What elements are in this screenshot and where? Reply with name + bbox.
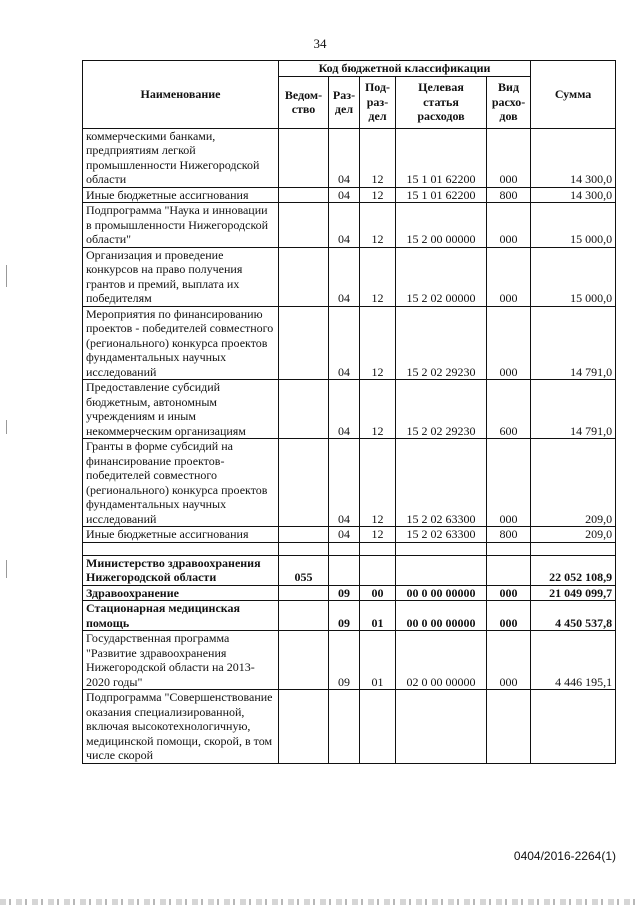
table-row — [83, 690, 616, 764]
cell-ved — [279, 631, 329, 690]
table-row — [83, 247, 616, 306]
cell-razd — [329, 542, 360, 555]
cell-expense-type — [487, 690, 531, 764]
scan-artifact — [6, 560, 7, 578]
document-code: 0404/2016-2264(1) — [513, 849, 616, 863]
cell-ved — [279, 601, 329, 631]
cell-razd: 04 — [329, 380, 360, 439]
table-row — [83, 585, 616, 601]
cell-sum: 14 300,0 — [531, 128, 616, 187]
cell-ved — [279, 527, 329, 543]
cell-razd: 04 — [329, 439, 360, 527]
cell-target-article: 00 0 00 00000 — [396, 585, 487, 601]
cell-expense-type: 000 — [487, 203, 531, 248]
header-name: Наименование — [83, 61, 279, 129]
header-cs: Целевая статья расходов — [396, 76, 487, 128]
cell-target-article: 15 2 02 63300 — [396, 527, 487, 543]
cell-sum: 14 300,0 — [531, 187, 616, 203]
cell-expense-type: 600 — [487, 380, 531, 439]
cell-sum: 209,0 — [531, 439, 616, 527]
cell-razd — [329, 555, 360, 585]
header-razd: Раз-дел — [329, 76, 360, 128]
cell-razd: 09 — [329, 585, 360, 601]
cell-podr: 12 — [360, 306, 396, 380]
cell-podr — [360, 542, 396, 555]
cell-podr: 00 — [360, 585, 396, 601]
cell-ved — [279, 247, 329, 306]
cell-expense-type: 000 — [487, 631, 531, 690]
cell-podr: 12 — [360, 380, 396, 439]
cell-sum — [531, 690, 616, 764]
cell-sum: 21 049 099,7 — [531, 585, 616, 601]
cell-target-article: 15 2 02 29230 — [396, 306, 487, 380]
cell-name: Гранты в форме субсидий на финансирование проектов-победителей совместного (регионального) конкурса проектов фундаментальных научных исследований — [83, 439, 279, 527]
cell-name: Иные бюджетные ассигнования — [83, 187, 279, 203]
cell-podr: 12 — [360, 203, 396, 248]
cell-razd: 09 — [329, 601, 360, 631]
header-podr: Под-раз-дел — [360, 76, 396, 128]
cell-name: Организация и проведение конкурсов на право получения грантов и премий, выплата их победителям — [83, 247, 279, 306]
cell-ved — [279, 542, 329, 555]
cell-expense-type — [487, 555, 531, 585]
table-body — [83, 128, 616, 763]
cell-ved — [279, 203, 329, 248]
cell-target-article: 15 2 02 63300 — [396, 439, 487, 527]
cell-sum: 14 791,0 — [531, 380, 616, 439]
cell-name: Министерство здравоохранения Нижегородской области — [83, 555, 279, 585]
cell-razd: 04 — [329, 527, 360, 543]
cell-podr: 12 — [360, 187, 396, 203]
cell-name: Подпрограмма "Совершенствование оказания специализированной, включая высокотехнологичную, медицинской помощи, скорой, в том числе скорой — [83, 690, 279, 764]
cell-ved — [279, 128, 329, 187]
cell-razd: 04 — [329, 203, 360, 248]
header-classification-group: Код бюджетной классификации — [279, 61, 531, 77]
cell-expense-type: 000 — [487, 439, 531, 527]
cell-sum: 15 000,0 — [531, 203, 616, 248]
cell-name: Здравоохранение — [83, 585, 279, 601]
cell-name: Мероприятия по финансированию проектов - победителей совместного (регионального) конкурса проектов фундаментальных научных исследований — [83, 306, 279, 380]
table-row — [83, 542, 616, 555]
cell-target-article: 15 2 02 00000 — [396, 247, 487, 306]
cell-expense-type: 800 — [487, 187, 531, 203]
cell-sum: 15 000,0 — [531, 247, 616, 306]
cell-ved — [279, 187, 329, 203]
cell-expense-type: 000 — [487, 128, 531, 187]
cell-target-article: 15 2 02 29230 — [396, 380, 487, 439]
cell-podr — [360, 690, 396, 764]
cell-podr: 12 — [360, 439, 396, 527]
budget-table — [82, 60, 616, 764]
table-row — [83, 439, 616, 527]
scan-artifact — [6, 420, 7, 434]
cell-name: Государственная программа "Развитие здравоохранения Нижегородской области на 2013-2020 годы" — [83, 631, 279, 690]
cell-sum: 4 450 537,8 — [531, 601, 616, 631]
cell-sum — [531, 542, 616, 555]
cell-target-article — [396, 690, 487, 764]
cell-podr: 12 — [360, 527, 396, 543]
cell-name — [83, 542, 279, 555]
cell-razd: 04 — [329, 306, 360, 380]
cell-sum: 4 446 195,1 — [531, 631, 616, 690]
table-header — [83, 61, 616, 129]
cell-razd: 04 — [329, 247, 360, 306]
cell-razd: 04 — [329, 128, 360, 187]
cell-ved — [279, 690, 329, 764]
cell-razd: 04 — [329, 187, 360, 203]
table-row — [83, 555, 616, 585]
cell-ved — [279, 306, 329, 380]
page-number: 34 — [313, 36, 327, 51]
cell-expense-type — [487, 542, 531, 555]
cell-target-article: 15 1 01 62200 — [396, 187, 487, 203]
table-row — [83, 128, 616, 187]
cell-podr — [360, 555, 396, 585]
cell-target-article: 00 0 00 00000 — [396, 601, 487, 631]
cell-target-article — [396, 555, 487, 585]
cell-name: Иные бюджетные ассигнования — [83, 527, 279, 543]
cell-razd: 09 — [329, 631, 360, 690]
header-vr: Вид расхо-дов — [487, 76, 531, 128]
cell-expense-type: 000 — [487, 247, 531, 306]
cell-name: коммерческими банками, предприятиям легкой промышленности Нижегородской области — [83, 128, 279, 187]
table-row — [83, 306, 616, 380]
scan-edge — [0, 899, 640, 905]
cell-name: Стационарная медицинская помощь — [83, 601, 279, 631]
cell-expense-type: 000 — [487, 585, 531, 601]
cell-expense-type: 000 — [487, 306, 531, 380]
table-row — [83, 601, 616, 631]
cell-expense-type: 800 — [487, 527, 531, 543]
cell-podr: 12 — [360, 247, 396, 306]
header-sum: Сумма — [531, 61, 616, 129]
cell-name: Предоставление субсидий бюджетным, автономным учреждениям и иным некоммерческим организациям — [83, 380, 279, 439]
cell-ved: 055 — [279, 555, 329, 585]
cell-podr: 01 — [360, 631, 396, 690]
cell-target-article: 15 1 01 62200 — [396, 128, 487, 187]
table-row — [83, 527, 616, 543]
cell-target-article — [396, 542, 487, 555]
table-row — [83, 380, 616, 439]
header-ved: Ведом-ство — [279, 76, 329, 128]
cell-podr: 01 — [360, 601, 396, 631]
cell-ved — [279, 380, 329, 439]
cell-razd — [329, 690, 360, 764]
cell-ved — [279, 585, 329, 601]
table-row — [83, 187, 616, 203]
cell-target-article: 02 0 00 00000 — [396, 631, 487, 690]
table-row — [83, 631, 616, 690]
scan-artifact — [6, 265, 7, 287]
cell-sum: 14 791,0 — [531, 306, 616, 380]
cell-ved — [279, 439, 329, 527]
cell-podr: 12 — [360, 128, 396, 187]
cell-name: Подпрограмма "Наука и инновации в промышленности Нижегородской области" — [83, 203, 279, 248]
table-row — [83, 203, 616, 248]
cell-expense-type: 000 — [487, 601, 531, 631]
cell-target-article: 15 2 00 00000 — [396, 203, 487, 248]
cell-sum: 209,0 — [531, 527, 616, 543]
cell-sum: 22 052 108,9 — [531, 555, 616, 585]
